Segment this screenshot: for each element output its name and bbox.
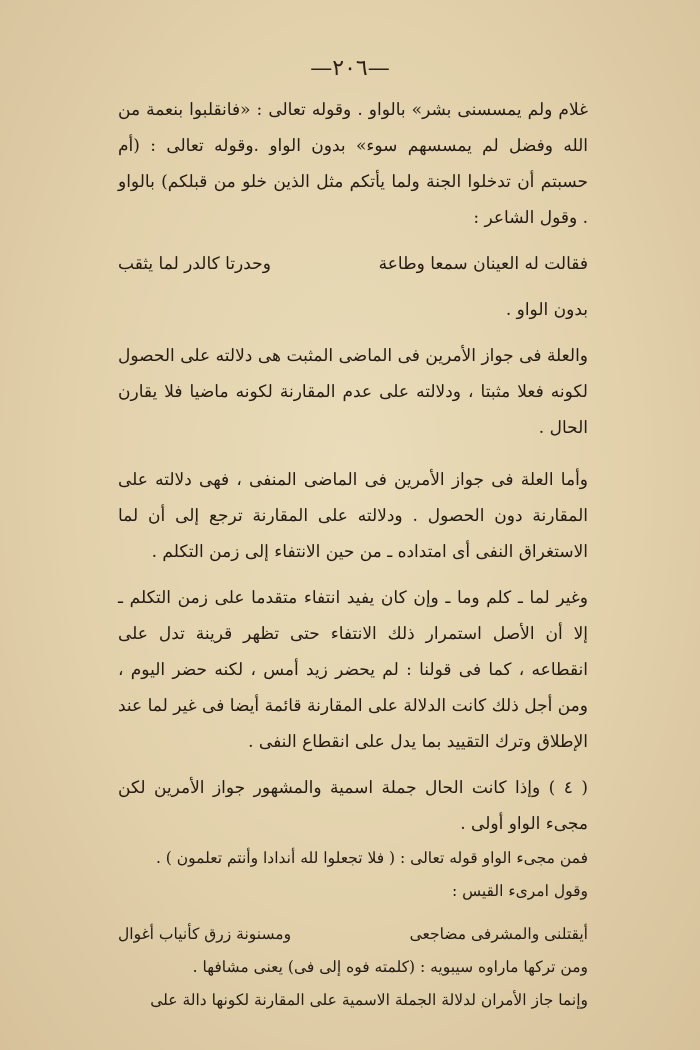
paragraph-8: وقول امرىء القيس :	[451, 882, 588, 900]
verse-2-second-hemistich: ومسنونة زرق كأنياب أغوال	[118, 925, 292, 943]
paragraph-4: وأما العلة فى جواز الأمرين فى الماضى المنفى ، فهى دلالته على المقارنة دون الحصول . ودلالته على المقارنة ترجع إلى أن لما الاستغراق النفى أى امتداده ـ من حين الانتفاء إلى زمن التكلم .	[118, 470, 588, 562]
paragraph-5: وغير لما ـ كلم وما ـ وإن كان يفيد انتفاء متقدما على زمن التكلم ـ إلا أن الأصل استمرار ذلك الانتفاء حتى تظهر قرينة تدل على انقطاعه ، كما فى قولنا : لم يحضر زيد أمس ، لكنه حضر اليوم ، ومن أجل ذلك كانت الدلالة على المقارنة قائمة أيضا فى غير لما عند الإطلاق وترك التقييد بما يدل على انقطاع النفى .	[118, 588, 588, 752]
paragraph-10: وإنما جاز الأمران لدلالة الجملة الاسمية على المقارنة لكونها دالة على	[150, 991, 588, 1009]
paragraph-3: والعلة فى جواز الأمرين فى الماضى المثبت هى دلالته على الحصول لكونه فعلا مثبتا ، ودلالته على عدم المقارنة لكونه ماضيا فلا يقارن الحال .	[118, 346, 588, 438]
page-number: —٢٠٦—	[310, 56, 390, 81]
paragraph-2: بدون الواو .	[505, 300, 588, 320]
paragraph-9: ومن تركها ماراوه سيبويه : (كلمته فوه إلى فى) يعنى مشافها .	[192, 958, 588, 976]
page-text	[118, 92, 588, 1017]
verse-2	[118, 918, 588, 951]
verse-2-first-hemistich: أيقتلنى والمشرفى مضاجعى	[409, 925, 588, 943]
verse-1-first-hemistich: فقالت له العينان سمعا وطاعة	[378, 254, 588, 274]
verse-1-second-hemistich: وحدرتا كالدر لما يثقب	[118, 254, 271, 274]
paragraph-1: غلام ولم يمسسنى بشر» بالواو . وقوله تعالى : «فانقلبوا بنعمة من الله وفضل لم يمسسهم سوء» بدون الواو .وقوله تعالى : (أم حسبتم أن تدخلوا الجنة ولما يأتكم مثل الذين خلو من قبلكم) بالواو . وقول الشاعر :	[118, 100, 588, 228]
paragraph-6: ( ٤ ) وإذا كانت الحال جملة اسمية والمشهور جواز الأمرين لكن مجىء الواو أولى .	[118, 778, 588, 834]
paragraph-7: فمن مجىء الواو قوله تعالى : ( فلا تجعلوا لله أندادا وأنتم تعلمون ) .	[155, 849, 588, 867]
verse-1	[118, 246, 588, 282]
